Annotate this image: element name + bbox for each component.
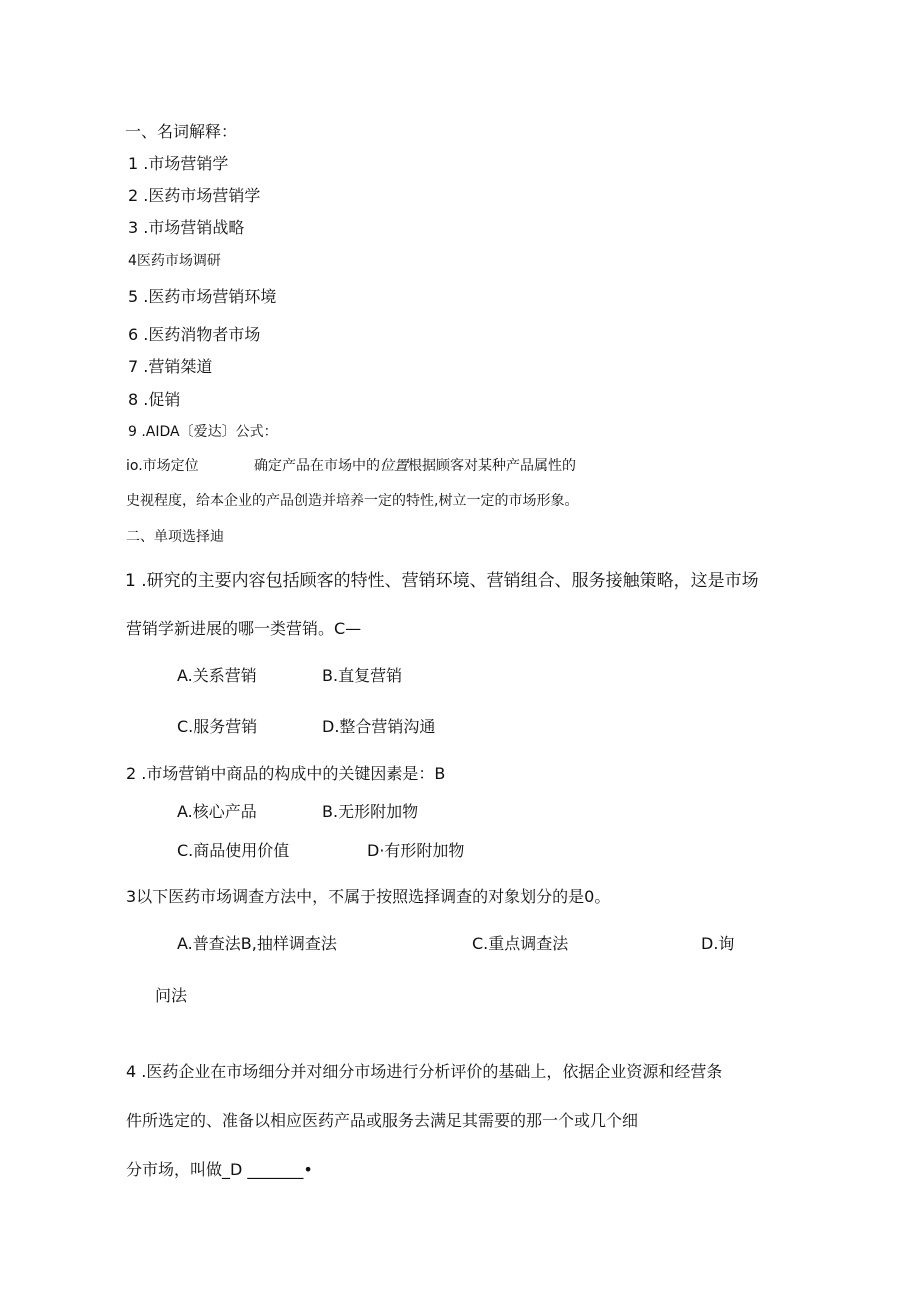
q1-option-c: C.服务营销 (177, 717, 258, 736)
q3-option-d: D.询 (701, 934, 735, 953)
q1-option-b: B.直复营销 (322, 666, 403, 685)
term-4: 4医药市场调研 (128, 253, 221, 269)
term-6: 6 .医药消物者市场 (128, 325, 261, 344)
term-10-definition (254, 456, 576, 476)
term-7: 7 .营销桀道 (128, 357, 213, 376)
q3-line-1: 3以下医药市场调查方法中，不属于按照选择调查的对象划分的是0。 (126, 887, 611, 906)
term-1: 1 .市场营销学 (128, 154, 229, 173)
term-5: 5 .医药市场营销环境 (128, 287, 277, 306)
q2-line-1: 2 .市场营销中商品的构成中的关键因素是：B (126, 764, 446, 783)
q2-option-a: A.核心产品 (177, 802, 257, 821)
term-10-text-a: 确定产品在市场中的 (254, 458, 380, 474)
q1-option-a: A.关系营销 (177, 666, 257, 685)
term-10-continuation: 史视程度，给本企业的产品创造并培养一定的特性,树立一定的市场形象。 (126, 493, 579, 509)
q1-option-d: D.整合营销沟通 (322, 717, 436, 736)
q1-line-1: 1 .研究的主要内容包括顾客的特性、营销环境、营销组合、服务接触策略，这是市场 (125, 571, 759, 591)
term-10-number: io.市场定位 (126, 458, 199, 474)
term-10-text-b: 根据顾客对某种产品属性的 (408, 458, 576, 474)
q1-line-2: 营销学新进展的哪一类营销。C— (126, 619, 362, 638)
term-10-emphasis: 位置 (380, 458, 408, 474)
q4-line-3: 分市场，叫做_D _______• (126, 1160, 313, 1179)
term-2: 2 .医药市场营销学 (128, 186, 261, 205)
section-2-title: 二、单项选择迪 (126, 529, 224, 545)
q4-line-1: 4 .医药企业在市场细分并对细分市场进行分析评价的基础上，依据企业资源和经营条 (126, 1062, 723, 1081)
q2-option-c: C.商品使用价值 (177, 841, 290, 860)
term-9: 9 .AIDA〔爱达〕公式： (128, 424, 278, 440)
term-8: 8 .促销 (128, 390, 181, 409)
q3-option-d-continuation: 问法 (155, 986, 188, 1005)
q2-option-d: D·有形附加物 (367, 841, 465, 860)
q3-option-c: C.重点调查法 (472, 934, 569, 953)
section-1-title: 一、名词解释： (125, 122, 238, 141)
q3-option-ab: A.普查法B,抽样调查法 (177, 934, 337, 953)
q2-option-b: B.无形附加物 (322, 802, 419, 821)
term-3: 3 .市场营销战略 (128, 218, 245, 237)
q4-line-2: 件所选定的、准备以相应医药产品或服务去满足其需要的那一个或几个细 (126, 1111, 639, 1130)
